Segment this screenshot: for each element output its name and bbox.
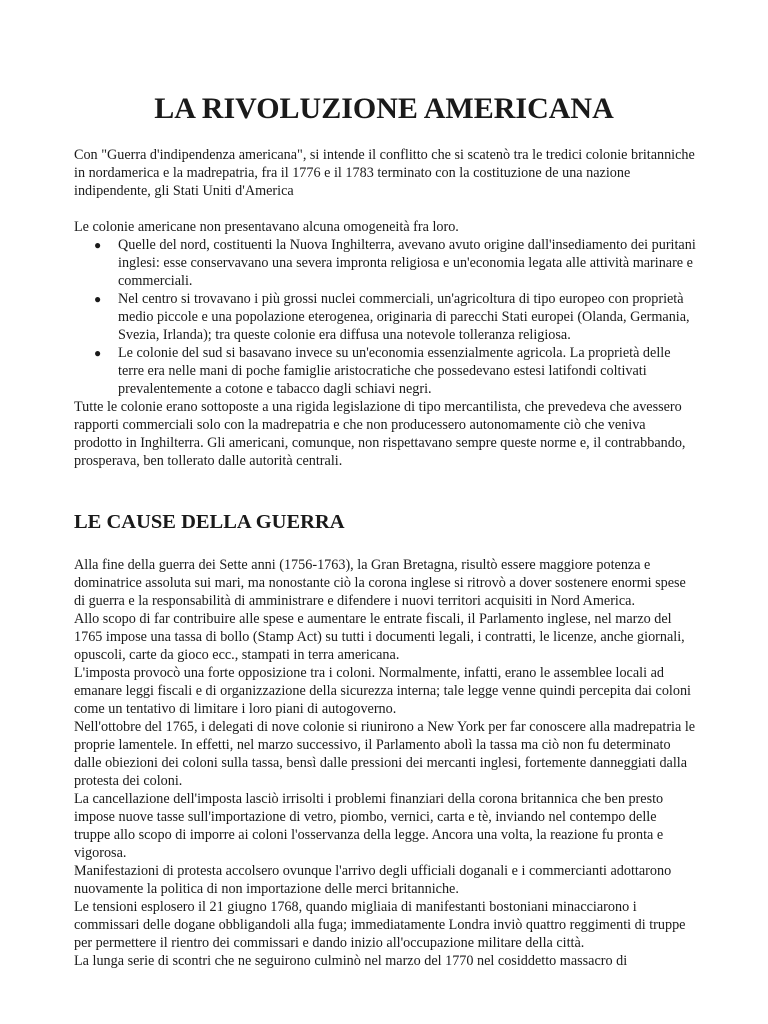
- list-item: [94, 290, 696, 344]
- causes-paragraph: Manifestazioni di protesta accolsero ovunque l'arrivo degli ufficiali doganali e i commercianti adottarono nuovamente la politica di non importazione delle merci britanniche.: [74, 863, 672, 897]
- list-item: [94, 344, 696, 398]
- intro-paragraph: Con "Guerra d'indipendenza americana", si intende il conflitto che si scatenò tra le tredici colonie britanniche in nordamerica e la madrepatria, fra il 1776 e il 1783 terminato con la costituzione de una nazione indipendente, gli Stati Uniti d'America: [74, 147, 695, 199]
- bullet-icon: ●: [94, 238, 102, 252]
- list-item-text: Quelle del nord, costituenti la Nuova Inghilterra, avevano avuto origine dall'insediamento dei puritani inglesi: esse conservavano una severa impronta religiosa e un'economia legata alle attività marinare e commerciali.: [118, 237, 696, 289]
- causes-paragraph: La cancellazione dell'imposta lasciò irrisolti i problemi finanziari della corona britannica che ben presto impose nuove tasse sull'importazione di vetro, piombo, vernici, carta e tè, inviando nel contempo delle truppe allo scopo di imporre ai coloni l'osservanza della legge. Ancora una volta, la reazione fu pronta e vigorosa.: [74, 791, 664, 861]
- bullet-icon: ●: [94, 346, 102, 360]
- causes-paragraph: La lunga serie di scontri che ne seguirono culminò nel marzo del 1770 nel cosiddetto massacro di: [74, 953, 628, 969]
- list-item-text: Nel centro si trovavano i più grossi nuclei commerciali, un'agricoltura di tipo europeo con proprietà medio piccole e una popolazione eterogenea, originaria di parecchi Stati europei (Olanda, Germania, Svezia, Irlanda); tra queste colonie era diffusa una notevole tolleranza religiosa.: [118, 291, 690, 343]
- document-title: LA RIVOLUZIONE AMERICANA: [154, 92, 614, 125]
- causes-paragraph: Nell'ottobre del 1765, i delegati di nove colonie si riunirono a New York per far conoscere alla madrepatria le proprie lamentele. In effetti, nel marzo successivo, il Parlamento abolì la tassa ma ciò non fu determinato dalle obiezioni dei coloni sulla tassa, bensì dalle pressioni dei mercanti inglesi, fortemente danneggiati dalla protesta dei coloni.: [74, 719, 696, 789]
- causes-paragraph: Allo scopo di far contribuire alle spese e aumentare le entrate fiscali, il Parlamento inglese, nel marzo del 1765 impose una tassa di bollo (Stamp Act) su tutti i documenti legali, i contratti, le licenze, anche giornali, opuscoli, carte da gioco ecc., stampati in terra americana.: [74, 611, 685, 663]
- causes-paragraph: L'imposta provocò una forte opposizione tra i coloni. Normalmente, infatti, erano le assemblee locali ad emanare leggi fiscali e di organizzazione della sicurezza interna; tale legge venne quindi percepita dai coloni come un tentativo di limitare i loro piani di autogoverno.: [74, 665, 691, 717]
- document-body: [74, 146, 696, 970]
- section-title-causes: LE CAUSE DELLA GUERRA: [74, 511, 345, 533]
- causes-paragraph: Alla fine della guerra dei Sette anni (1756-1763), la Gran Bretagna, risultò essere maggiore potenza e dominatrice assoluta sui mari, ma nonostante ciò la corona inglese si ritrovò a dover sostenere enormi spese di guerra e la responsabilità di amministrare e difendere i nuovi territori acquisiti in Nord America.: [74, 557, 686, 609]
- colonies-intro-paragraph: Le colonie americane non presentavano alcuna omogeneità fra loro.: [74, 219, 459, 235]
- list-item: [94, 236, 696, 290]
- colonies-list: [74, 236, 696, 398]
- causes-paragraph: Le tensioni esplosero il 21 giugno 1768, quando migliaia di manifestanti bostoniani minacciarono i commissari delle dogane obbligandoli alla fuga; immediatamente Londra inviò quattro reggimenti di truppe per permettere il rientro dei commissari e dando inizio all'occupazione militare della città.: [74, 899, 686, 951]
- list-item-text: Le colonie del sud si basavano invece su un'economia essenzialmente agricola. La proprietà delle terre era nelle mani di poche famiglie aristocratiche che possedevano estesi latifondi coltivati prevalentemente a cotone e tabacco dagli schiavi negri.: [118, 345, 671, 397]
- mercantilism-paragraph: Tutte le colonie erano sottoposte a una rigida legislazione di tipo mercantilista, che prevedeva che avessero rapporti commerciali solo con la madrepatria e che non producessero autonomamente ciò che veniva prodotto in Inghilterra. Gli americani, comunque, non rispettavano sempre queste norme e, il contrabbando, prosperava, ben tollerato dalle autorità centrali.: [74, 399, 686, 469]
- bullet-icon: ●: [94, 292, 102, 306]
